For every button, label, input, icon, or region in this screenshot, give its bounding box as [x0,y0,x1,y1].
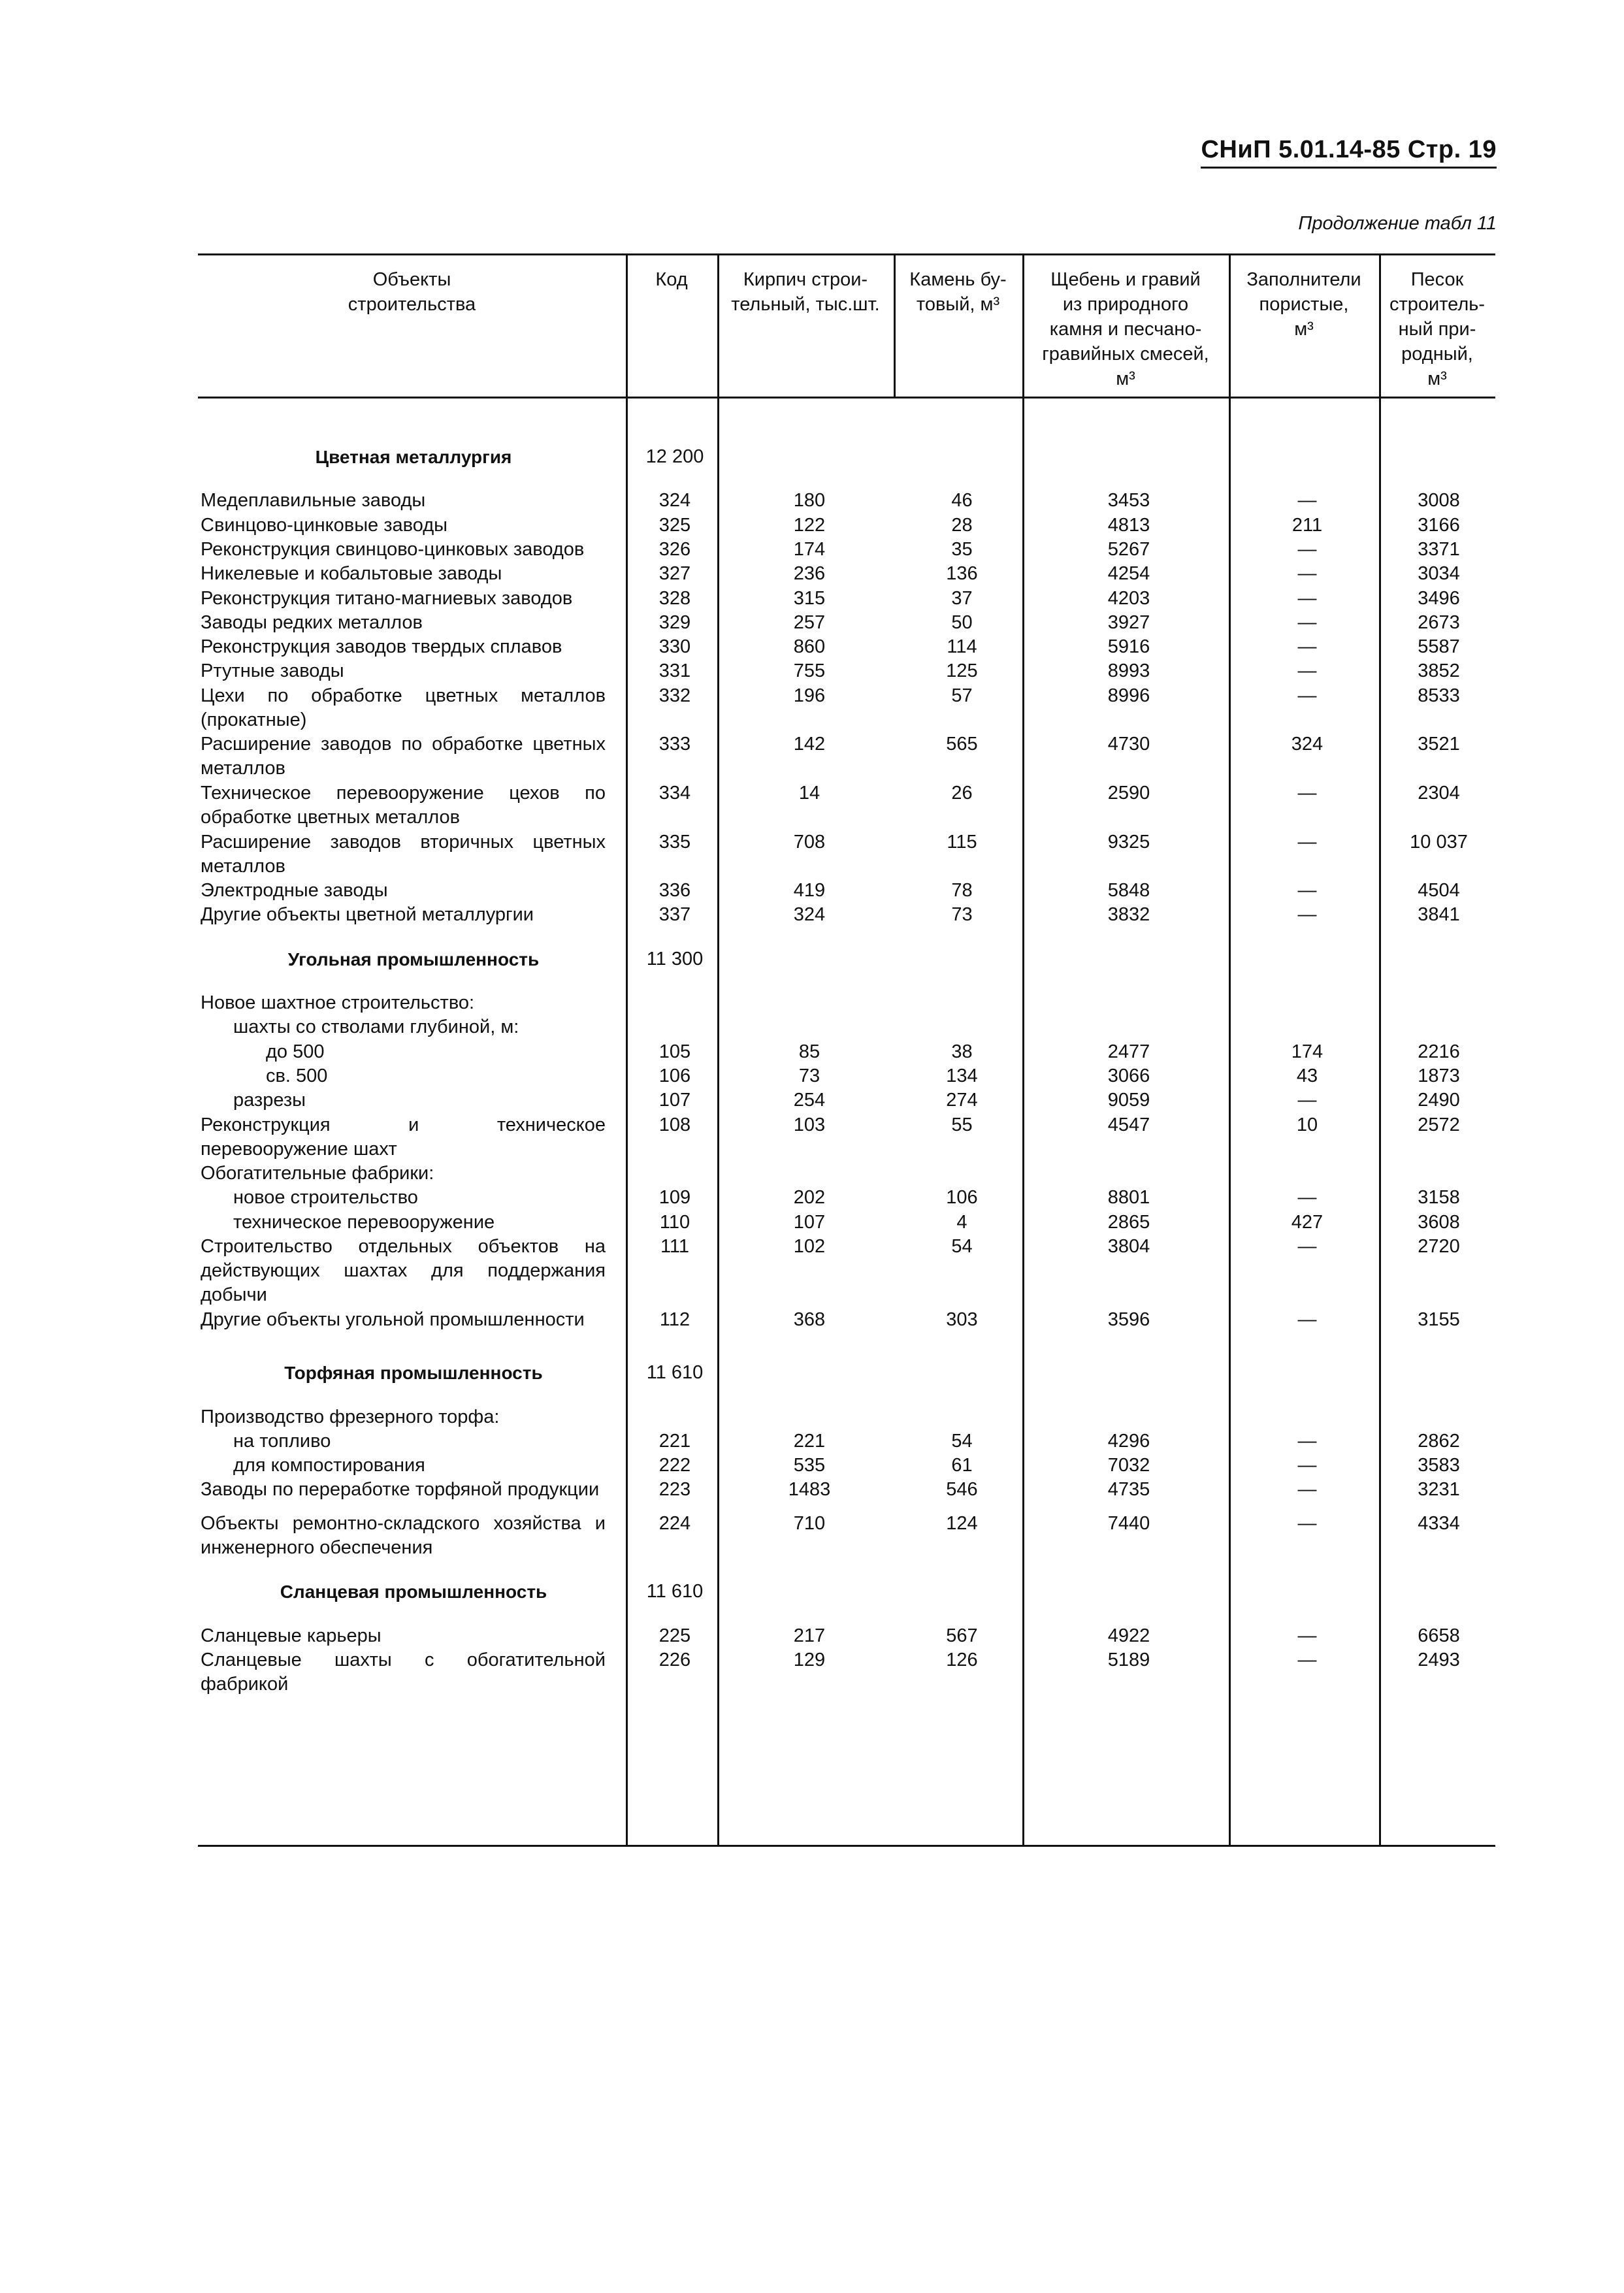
object-name: Реконструкция и техническое перевооружение шахт [201,1114,606,1160]
cell-brick: 236 [793,563,826,585]
cell-gravel: 9325 [1107,831,1150,853]
cell-fill: — [1297,538,1317,560]
cell-brick: 221 [793,1430,826,1452]
header-divider [198,397,1495,398]
cell-fill: 324 [1291,734,1324,755]
cell-code: 224 [658,1512,691,1534]
cell-stone: 73 [951,904,973,926]
cell-stone: 125 [946,660,978,682]
cell-brick: 73 [798,1065,820,1086]
cell-gravel: 3832 [1107,904,1150,926]
cell-sand: 2720 [1418,1236,1460,1257]
cell-stone: 61 [951,1455,973,1476]
cell-stone: 124 [946,1512,978,1534]
cell-code: 327 [658,563,691,585]
cell-fill: — [1297,660,1317,682]
cell-sand: 2673 [1418,611,1460,633]
cell-brick: 196 [793,685,826,706]
cell-fill: — [1297,1309,1317,1330]
cell-brick: 85 [798,1041,820,1062]
object-name: Ртутные заводы [201,660,344,682]
table-row [198,1235,1495,1308]
cell-code: 110 [659,1211,690,1233]
cell-gravel: 4296 [1107,1430,1150,1452]
table-row [198,879,1495,903]
column-header-code: Код [655,269,688,290]
cell-code: 225 [658,1625,691,1646]
object-name: св. 500 [266,1065,328,1086]
object-name: новое строительство [233,1187,418,1209]
cell-code: 223 [658,1479,691,1501]
cell-brick: 103 [793,1114,826,1135]
table-row [198,1113,1495,1162]
cell-fill: — [1297,1187,1317,1209]
cell-sand: 4334 [1418,1512,1460,1534]
table-row [198,732,1495,781]
cell-sand: 2572 [1418,1114,1460,1135]
cell-gravel: 8801 [1107,1187,1150,1209]
cell-sand: 3521 [1418,734,1460,755]
cell-fill: 43 [1296,1065,1318,1086]
cell-code: 11 610 [646,1362,704,1384]
object-name: Сланцевые шахты с обогатительной фабрикой [201,1649,606,1695]
object-name: Другие объекты цветной металлургии [201,904,534,926]
cell-sand: 3608 [1418,1211,1460,1233]
cell-sand: 3371 [1418,538,1460,560]
object-name: Никелевые и кобальтовые заводы [201,563,502,585]
cell-gravel: 7440 [1107,1512,1150,1534]
section-row [198,947,1495,971]
object-name: Расширение заводов по обработке цветных металлов [201,734,606,779]
cell-fill: — [1297,611,1317,633]
cell-code: 106 [658,1065,691,1086]
cell-stone: 4 [956,1211,967,1233]
object-name: шахты со стволами глубиной, м: [233,1016,519,1038]
cell-stone: 106 [946,1187,978,1209]
cell-brick: 710 [793,1512,826,1534]
cell-fill: — [1297,1649,1317,1670]
cell-code: 221 [658,1430,691,1452]
cell-fill: 211 [1291,514,1323,536]
cell-brick: 708 [793,831,826,853]
cell-fill: — [1297,880,1317,902]
cell-stone: 565 [946,734,978,755]
cell-fill: — [1297,1512,1317,1534]
cell-stone: 136 [946,563,978,585]
object-name: Новое шахтное строительство: [201,992,475,1013]
object-name: Медеплавильные заводы [201,490,426,512]
cell-brick: 1483 [788,1479,831,1501]
object-name: Заводы по переработке торфяной продукции [201,1479,600,1501]
table-row [198,1162,1495,1186]
cell-brick: 102 [793,1236,826,1257]
cell-fill: — [1297,782,1317,804]
cell-gravel: 4203 [1107,587,1150,609]
table-continuation-note: Продолжение табл 11 [1298,213,1497,234]
cell-sand: 3166 [1418,514,1460,536]
cell-sand: 4504 [1418,880,1460,902]
cell-sand: 3841 [1418,904,1460,926]
cell-brick: 257 [793,611,826,633]
cell-stone: 50 [951,611,973,633]
section-row [198,1361,1495,1385]
object-name: Электродные заводы [201,880,388,902]
cell-fill: — [1297,1479,1317,1501]
object-name: Реконструкция заводов твердых сплавов [201,636,562,658]
cell-code: 11 300 [646,948,704,969]
cell-stone: 26 [951,782,973,804]
cell-code: 336 [658,880,691,902]
cell-brick: 129 [793,1649,826,1670]
cell-gravel: 5916 [1107,636,1150,658]
cell-gravel: 7032 [1107,1455,1150,1476]
table-row [198,1429,1495,1454]
cell-fill: — [1297,1430,1317,1452]
cell-brick: 107 [793,1211,826,1233]
cell-gravel: 3066 [1107,1065,1150,1086]
section-row [198,445,1495,469]
table-row [198,587,1495,611]
cell-gravel: 9059 [1107,1090,1150,1111]
cell-sand: 3034 [1418,563,1460,585]
cell-code: 335 [658,831,691,853]
cell-stone: 54 [951,1236,973,1257]
cell-code: 11 610 [646,1581,704,1602]
cell-fill: — [1297,490,1317,512]
object-name: Другие объекты угольной промышленности [201,1309,585,1330]
cell-sand: 3008 [1418,490,1460,512]
table-row [198,1186,1495,1210]
object-name: Цехи по обработке цветных металлов (прокатные) [201,685,606,730]
cell-stone: 567 [946,1625,978,1646]
table-row [198,1064,1495,1088]
object-name: Расширение заводов вторичных цветных металлов [201,831,606,877]
section-row [198,1580,1495,1604]
cell-gravel: 4547 [1107,1114,1150,1135]
materials-table [198,253,1495,1847]
column-header-gravel: Щебень и гравий из природного камня и песчано- гравийных смесей, м³ [1042,269,1209,389]
cell-fill: — [1297,1090,1317,1111]
cell-sand: 10 037 [1410,831,1468,853]
cell-code: 105 [658,1041,691,1062]
object-name: Сланцевые карьеры [201,1625,382,1646]
cell-brick: 217 [793,1625,826,1646]
cell-gravel: 3927 [1107,611,1150,633]
cell-fill: — [1297,904,1317,926]
cell-gravel: 3804 [1107,1236,1150,1257]
cell-sand: 3852 [1418,660,1460,682]
object-name: для компостирования [233,1455,425,1476]
cell-brick: 419 [793,880,826,902]
table-row [198,1308,1495,1332]
cell-sand: 5587 [1418,636,1460,658]
cell-stone: 28 [951,514,973,536]
cell-brick: 860 [793,636,826,658]
cell-code: 337 [658,904,691,926]
table-row [198,1211,1495,1235]
table-row [198,538,1495,562]
table-row [198,684,1495,733]
table-row [198,1088,1495,1113]
table-row [198,991,1495,1015]
object-name: Реконструкция титано-магниевых заводов [201,587,573,609]
object-name: Свинцово-цинковые заводы [201,514,448,536]
cell-stone: 57 [951,685,973,706]
cell-fill: — [1297,1455,1317,1476]
object-name: Обогатительные фабрики: [201,1163,434,1184]
object-name: Техническое перевооружение цехов по обработке цветных металлов [201,782,606,828]
cell-stone: 54 [951,1430,973,1452]
cell-code: 330 [658,636,691,658]
cell-stone: 78 [951,880,973,902]
cell-brick: 202 [793,1187,826,1209]
table-row [198,1454,1495,1478]
cell-gravel: 4922 [1107,1625,1150,1646]
cell-gravel: 5189 [1107,1649,1150,1670]
cell-code: 112 [659,1309,690,1330]
cell-code: 111 [660,1236,690,1257]
cell-code: 108 [658,1114,691,1135]
page-header: СНиП 5.01.14-85 Стр. 19 [1201,136,1497,169]
cell-code: 332 [658,685,691,706]
cell-stone: 37 [951,587,973,609]
cell-code: 226 [658,1649,691,1670]
table-row [198,659,1495,683]
cell-gravel: 4730 [1107,734,1150,755]
cell-fill: — [1297,831,1317,853]
object-name: на топливо [233,1430,331,1452]
cell-fill: — [1297,587,1317,609]
cell-gravel: 4813 [1107,514,1150,536]
table-row [198,903,1495,927]
cell-brick: 755 [793,660,826,682]
cell-gravel: 8993 [1107,660,1150,682]
table-row [198,489,1495,513]
cell-fill: 174 [1291,1041,1324,1062]
table-row [198,1040,1495,1064]
cell-sand: 2490 [1418,1090,1460,1111]
cell-fill: — [1297,1236,1317,1257]
cell-sand: 2216 [1418,1041,1460,1062]
cell-sand: 3583 [1418,1455,1460,1476]
cell-gravel: 2477 [1107,1041,1150,1062]
cell-code: 12 200 [645,446,704,467]
table-row [198,1478,1495,1502]
cell-stone: 55 [951,1114,973,1135]
table-row [198,1405,1495,1429]
cell-stone: 114 [947,636,977,658]
object-name: Заводы редких металлов [201,611,423,633]
cell-brick: 142 [793,734,826,755]
table-row [198,513,1495,538]
section-title: Угольная промышленность [287,949,540,969]
table-row [198,781,1495,830]
cell-code: 326 [658,538,691,560]
object-name: Строительство отдельных объектов на действующих шахтах для поддержания добычи [201,1236,606,1305]
cell-fill: — [1297,636,1317,658]
cell-code: 109 [658,1187,691,1209]
cell-code: 328 [658,587,691,609]
cell-stone: 115 [947,831,977,853]
table-row [198,1512,1495,1561]
cell-code: 222 [658,1455,691,1476]
cell-gravel: 8996 [1107,685,1150,706]
object-name: Объекты ремонтно-складского хозяйства и инженерного обеспечения [201,1512,606,1558]
cell-sand: 2304 [1418,782,1460,804]
cell-brick: 180 [793,490,826,512]
column-header-filler: Заполнители пористые, м³ [1246,269,1361,340]
table-row [198,1015,1495,1039]
cell-sand: 2493 [1418,1649,1460,1670]
section-title: Сланцевая промышленность [280,1582,547,1602]
cell-stone: 274 [946,1090,978,1111]
cell-code: 325 [658,514,691,536]
cell-stone: 546 [946,1479,978,1501]
object-name: Реконструкция свинцово-цинковых заводов [201,538,585,560]
cell-brick: 122 [793,514,826,536]
cell-gravel: 4735 [1107,1479,1150,1501]
cell-sand: 3231 [1418,1479,1460,1501]
cell-sand: 6658 [1418,1625,1460,1646]
cell-brick: 324 [793,904,826,926]
cell-gravel: 3453 [1107,490,1150,512]
table-row [198,635,1495,659]
table-row [198,562,1495,586]
cell-brick: 315 [793,587,826,609]
cell-stone: 46 [951,490,973,512]
cell-code: 331 [658,660,691,682]
cell-gravel: 2590 [1107,782,1150,804]
cell-sand: 1873 [1418,1065,1460,1086]
object-name: до 500 [266,1041,325,1062]
cell-code: 329 [658,611,691,633]
cell-sand: 3158 [1418,1187,1460,1209]
section-title: Торфяная промышленность [284,1363,543,1384]
cell-brick: 14 [798,782,820,804]
cell-code: 107 [658,1090,691,1111]
cell-stone: 126 [946,1649,978,1670]
cell-sand: 3496 [1418,587,1460,609]
cell-gravel: 2865 [1107,1211,1150,1233]
cell-gravel: 5267 [1107,538,1150,560]
table-row [198,1648,1495,1697]
cell-stone: 35 [951,538,973,560]
cell-stone: 134 [946,1065,978,1086]
cell-gravel: 4254 [1107,563,1150,585]
cell-sand: 3155 [1418,1309,1460,1330]
cell-gravel: 5848 [1107,880,1150,902]
column-header-objects: Объекты строительства [348,269,476,315]
cell-brick: 254 [793,1090,826,1111]
section-title: Цветная металлургия [315,447,512,467]
cell-code: 333 [658,734,691,755]
table-row [198,1624,1495,1648]
cell-fill: 10 [1296,1114,1318,1135]
cell-code: 334 [658,782,691,804]
cell-fill: — [1297,563,1317,585]
column-header-sand: Песок строитель- ный при- родный, м³ [1389,269,1486,389]
cell-sand: 2862 [1418,1430,1460,1452]
object-name: разрезы [233,1090,306,1111]
cell-sand: 8533 [1418,685,1460,706]
cell-fill: — [1297,685,1317,706]
cell-fill: — [1297,1625,1317,1646]
column-header-brick: Кирпич строи- тельный, тыс.шт. [731,269,880,315]
cell-stone: 303 [946,1309,978,1330]
column-header-stone: Камень бу- товый, м³ [909,269,1007,315]
table-row [198,830,1495,879]
cell-code: 324 [658,490,691,512]
cell-brick: 174 [793,538,826,560]
cell-gravel: 3596 [1107,1309,1150,1330]
cell-brick: 535 [793,1455,826,1476]
cell-stone: 38 [951,1041,973,1062]
object-name: техническое перевооружение [233,1211,495,1233]
cell-brick: 368 [793,1309,826,1330]
object-name: Производство фрезерного торфа: [201,1406,500,1427]
table-row [198,611,1495,635]
cell-fill: 427 [1291,1211,1324,1233]
